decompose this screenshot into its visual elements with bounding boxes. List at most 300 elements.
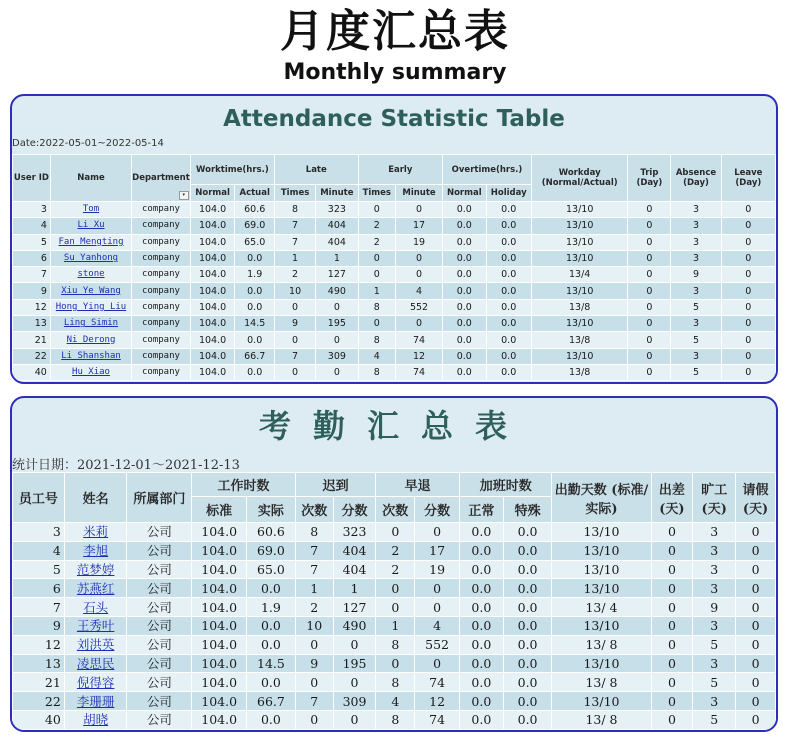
cn-col-name: 姓名 xyxy=(64,473,127,523)
cell-user-id: 12 xyxy=(13,299,51,315)
cell-overtime-holiday: 0.0 xyxy=(503,579,552,598)
cell-early-times: 0 xyxy=(358,250,395,266)
cell-worktime-normal: 104.0 xyxy=(190,299,235,315)
table-row xyxy=(13,332,776,348)
cell-early-times: 8 xyxy=(358,299,395,315)
cell-overtime-normal: 0.0 xyxy=(459,598,503,617)
col-leave: Leave (Day) xyxy=(721,155,775,202)
cell-name xyxy=(64,523,127,542)
cn-col-overtime: 加班时数 xyxy=(459,473,551,497)
cell-worktime-actual: 66.7 xyxy=(235,348,275,364)
cell-user-id: 6 xyxy=(13,250,51,266)
employee-name-link[interactable]: 米莉 xyxy=(83,524,109,540)
cell-worktime-normal: 104.0 xyxy=(192,710,247,729)
cell-department: 公司 xyxy=(127,654,192,673)
cell-worktime-actual: 60.6 xyxy=(247,523,296,542)
cell-leave: 0 xyxy=(721,316,775,332)
cell-department: company xyxy=(132,234,191,250)
cell-leave: 0 xyxy=(721,218,775,234)
cell-overtime-normal: 0.0 xyxy=(459,710,503,729)
cell-early-minute: 0 xyxy=(395,202,442,218)
cell-late-times: 0 xyxy=(275,332,316,348)
cell-early-times: 2 xyxy=(376,541,415,560)
cn-col-user-id: 员工号 xyxy=(13,473,65,523)
table-row xyxy=(13,348,776,364)
cell-worktime-actual: 1.9 xyxy=(247,598,296,617)
cn-col-worktime: 工作时数 xyxy=(192,473,295,497)
employee-name-link[interactable]: Fan Mengting xyxy=(58,236,124,247)
cell-late-minute: 1 xyxy=(333,579,376,598)
cell-trip: 0 xyxy=(628,316,671,332)
cell-worktime-actual: 0.0 xyxy=(247,635,296,654)
cell-late-times: 1 xyxy=(275,250,316,266)
table-row xyxy=(13,692,776,711)
cell-absence: 3 xyxy=(671,348,721,364)
table-row xyxy=(13,635,776,654)
cell-name xyxy=(64,710,127,729)
cell-trip: 0 xyxy=(628,348,671,364)
cell-worktime-normal: 104.0 xyxy=(190,267,235,283)
cell-overtime-holiday: 0.0 xyxy=(486,267,531,283)
cell-worktime-normal: 104.0 xyxy=(192,654,247,673)
cell-user-id: 13 xyxy=(13,654,65,673)
cell-early-minute: 4 xyxy=(395,283,442,299)
employee-name-link[interactable]: 苏燕红 xyxy=(76,580,115,596)
cell-late-times: 10 xyxy=(295,616,333,635)
cell-late-times: 10 xyxy=(275,283,316,299)
cell-overtime-holiday: 0.0 xyxy=(503,541,552,560)
chinese-table-title: 考勤汇总表 xyxy=(258,407,529,445)
cn-col-leave: 请假 (天) xyxy=(736,473,776,523)
english-attendance-panel xyxy=(10,94,778,384)
cell-user-id: 7 xyxy=(13,267,51,283)
cell-worktime-normal: 104.0 xyxy=(192,692,247,711)
cell-trip: 0 xyxy=(651,673,693,692)
cell-worktime-normal: 104.0 xyxy=(190,234,235,250)
cell-name xyxy=(64,579,127,598)
cell-user-id: 21 xyxy=(13,673,65,692)
cell-early-minute: 552 xyxy=(415,635,460,654)
col-department-label: Department xyxy=(132,173,190,183)
cell-workday: 13/10 xyxy=(552,616,651,635)
cell-overtime-holiday: 0.0 xyxy=(486,316,531,332)
cell-name xyxy=(64,616,127,635)
cell-late-minute: 490 xyxy=(316,283,358,299)
cell-overtime-holiday: 0.0 xyxy=(503,560,552,579)
cell-leave: 0 xyxy=(721,299,775,315)
col-department xyxy=(132,155,191,202)
cell-worktime-normal: 104.0 xyxy=(190,218,235,234)
table-row xyxy=(13,283,776,299)
cell-absence: 3 xyxy=(693,579,736,598)
cell-worktime-actual: 65.0 xyxy=(235,234,275,250)
cell-late-minute: 0 xyxy=(333,673,376,692)
cell-leave: 0 xyxy=(736,598,776,617)
cell-worktime-actual: 0.0 xyxy=(235,299,275,315)
cell-user-id: 4 xyxy=(13,541,65,560)
cell-department: 公司 xyxy=(127,579,192,598)
cell-user-id: 7 xyxy=(13,598,65,617)
cell-early-times: 8 xyxy=(358,364,395,380)
table-row xyxy=(13,654,776,673)
english-date-range: Date:2022-05-01~2022-05-14 xyxy=(12,138,164,149)
cell-absence: 3 xyxy=(693,560,736,579)
cell-early-minute: 17 xyxy=(415,541,460,560)
cell-late-times: 7 xyxy=(275,234,316,250)
table-row xyxy=(13,523,776,542)
col-overtime-holiday: Holiday xyxy=(486,185,531,202)
col-worktime-normal: Normal xyxy=(190,185,235,202)
cell-overtime-holiday: 0.0 xyxy=(486,250,531,266)
cell-early-minute: 0 xyxy=(415,523,460,542)
chinese-attendance-table xyxy=(12,472,776,730)
page-subtitle: Monthly summary xyxy=(283,60,507,85)
cell-trip: 0 xyxy=(651,598,693,617)
cn-col-early-minute: 分数 xyxy=(415,497,460,523)
cell-overtime-holiday: 0.0 xyxy=(503,654,552,673)
cell-department: 公司 xyxy=(127,541,192,560)
cn-col-department: 所属部门 xyxy=(127,473,192,523)
cell-late-minute: 0 xyxy=(316,332,358,348)
cell-name xyxy=(50,234,131,250)
cell-department: 公司 xyxy=(127,598,192,617)
cell-trip: 0 xyxy=(651,616,693,635)
cell-early-times: 0 xyxy=(376,523,415,542)
cell-early-times: 2 xyxy=(358,218,395,234)
cell-leave: 0 xyxy=(721,234,775,250)
cn-col-worktime-normal: 标准 xyxy=(192,497,247,523)
cell-trip: 0 xyxy=(628,234,671,250)
table-row xyxy=(13,560,776,579)
cell-overtime-normal: 0.0 xyxy=(459,635,503,654)
cell-worktime-normal: 104.0 xyxy=(192,635,247,654)
cell-overtime-normal: 0.0 xyxy=(459,541,503,560)
cell-early-minute: 0 xyxy=(395,267,442,283)
cell-overtime-normal: 0.0 xyxy=(443,316,486,332)
employee-name-link[interactable]: stone xyxy=(77,269,105,280)
cn-col-overtime-special: 特殊 xyxy=(503,497,552,523)
cell-early-minute: 19 xyxy=(415,560,460,579)
cell-late-times: 0 xyxy=(295,635,333,654)
cell-late-minute: 309 xyxy=(316,348,358,364)
cell-late-times: 8 xyxy=(275,202,316,218)
employee-name-link[interactable]: 胡晓 xyxy=(83,712,109,728)
cell-workday: 13/10 xyxy=(552,523,651,542)
cell-workday: 13/10 xyxy=(552,579,651,598)
cell-worktime-actual: 1.9 xyxy=(235,267,275,283)
cell-name xyxy=(64,654,127,673)
cell-trip: 0 xyxy=(651,560,693,579)
cell-workday: 13/10 xyxy=(552,692,651,711)
col-early-times: Times xyxy=(358,185,395,202)
cn-col-absence: 旷工 (天) xyxy=(693,473,736,523)
cell-early-minute: 19 xyxy=(395,234,442,250)
cell-late-times: 0 xyxy=(295,673,333,692)
cell-worktime-normal: 104.0 xyxy=(190,332,235,348)
cell-absence: 3 xyxy=(671,283,721,299)
cell-late-times: 7 xyxy=(295,692,333,711)
table-row xyxy=(13,218,776,234)
cell-name xyxy=(50,299,131,315)
cell-workday: 13/10 xyxy=(552,560,651,579)
cn-col-early: 早退 xyxy=(376,473,460,497)
cell-user-id: 3 xyxy=(13,202,51,218)
cell-user-id: 12 xyxy=(13,635,65,654)
cell-absence: 3 xyxy=(671,218,721,234)
cell-leave: 0 xyxy=(736,579,776,598)
cell-late-times: 9 xyxy=(275,316,316,332)
cell-late-minute: 404 xyxy=(333,560,376,579)
employee-name-link[interactable]: 刘洪英 xyxy=(76,637,115,653)
cell-workday: 13/8 xyxy=(531,364,628,380)
table-row xyxy=(13,598,776,617)
cell-late-times: 9 xyxy=(295,654,333,673)
cell-department: 公司 xyxy=(127,523,192,542)
cell-worktime-normal: 104.0 xyxy=(190,316,235,332)
cell-early-minute: 74 xyxy=(415,673,460,692)
cell-overtime-normal: 0.0 xyxy=(443,267,486,283)
employee-name-link[interactable]: Ling Simin xyxy=(63,318,119,329)
cell-worktime-normal: 104.0 xyxy=(192,598,247,617)
cell-trip: 0 xyxy=(628,250,671,266)
cell-overtime-normal: 0.0 xyxy=(443,348,486,364)
cell-name xyxy=(50,364,131,380)
cell-trip: 0 xyxy=(651,635,693,654)
cell-absence: 5 xyxy=(671,299,721,315)
filter-dropdown-icon[interactable]: ▾ xyxy=(179,191,189,200)
chinese-date-range: 统计日期：2021-12-01～2021-12-13 xyxy=(12,458,240,473)
cell-overtime-normal: 0.0 xyxy=(459,616,503,635)
cell-late-times: 8 xyxy=(295,523,333,542)
cell-overtime-holiday: 0.0 xyxy=(486,218,531,234)
cell-absence: 3 xyxy=(693,541,736,560)
cell-early-minute: 12 xyxy=(395,348,442,364)
cell-worktime-actual: 66.7 xyxy=(247,692,296,711)
table-row xyxy=(13,250,776,266)
cell-user-id: 40 xyxy=(13,710,65,729)
cell-user-id: 9 xyxy=(13,283,51,299)
cell-workday: 13/ 8 xyxy=(552,635,651,654)
cell-worktime-normal: 104.0 xyxy=(192,560,247,579)
cell-worktime-actual: 0.0 xyxy=(235,332,275,348)
cell-early-times: 2 xyxy=(358,234,395,250)
cell-late-times: 2 xyxy=(275,267,316,283)
cell-department: company xyxy=(132,250,191,266)
cell-leave: 0 xyxy=(721,348,775,364)
employee-name-link[interactable]: Xiu Ye Wang xyxy=(61,285,121,296)
cell-trip: 0 xyxy=(628,283,671,299)
cell-name xyxy=(50,316,131,332)
cell-worktime-actual: 0.0 xyxy=(247,616,296,635)
cell-absence: 9 xyxy=(693,598,736,617)
table-row xyxy=(13,710,776,729)
employee-name-link[interactable]: 凌思民 xyxy=(76,655,115,671)
cell-department: company xyxy=(132,348,191,364)
col-overtime-normal: Normal xyxy=(443,185,486,202)
cell-worktime-actual: 0.0 xyxy=(235,364,275,380)
cell-late-minute: 404 xyxy=(316,218,358,234)
col-name: Name xyxy=(50,155,131,202)
cell-workday: 13/10 xyxy=(531,218,628,234)
cell-leave: 0 xyxy=(736,692,776,711)
cell-absence: 3 xyxy=(671,316,721,332)
cell-overtime-holiday: 0.0 xyxy=(503,692,552,711)
col-early: Early xyxy=(358,155,443,185)
cell-early-minute: 0 xyxy=(415,654,460,673)
page-title: 月度汇总表 xyxy=(280,6,510,57)
col-late-times: Times xyxy=(275,185,316,202)
cell-name xyxy=(50,332,131,348)
cell-overtime-normal: 0.0 xyxy=(459,523,503,542)
cell-department: 公司 xyxy=(127,616,192,635)
cell-workday: 13/10 xyxy=(531,283,628,299)
cell-early-minute: 552 xyxy=(395,299,442,315)
cell-late-minute: 127 xyxy=(316,267,358,283)
cell-trip: 0 xyxy=(628,332,671,348)
cell-department: company xyxy=(132,332,191,348)
cell-worktime-normal: 104.0 xyxy=(190,364,235,380)
cell-workday: 13/10 xyxy=(531,250,628,266)
cell-late-times: 0 xyxy=(295,710,333,729)
cn-col-overtime-normal: 正常 xyxy=(459,497,503,523)
cell-early-times: 0 xyxy=(358,316,395,332)
cell-late-minute: 0 xyxy=(333,710,376,729)
cell-late-times: 7 xyxy=(295,560,333,579)
cell-worktime-actual: 60.6 xyxy=(235,202,275,218)
cell-overtime-normal: 0.0 xyxy=(459,692,503,711)
col-late-minute: Minute xyxy=(316,185,358,202)
cell-user-id: 22 xyxy=(13,692,65,711)
cell-early-minute: 0 xyxy=(415,598,460,617)
cell-leave: 0 xyxy=(721,283,775,299)
cell-overtime-normal: 0.0 xyxy=(443,299,486,315)
cell-name xyxy=(64,541,127,560)
employee-name-link[interactable]: Hong Ying Liu xyxy=(55,301,127,312)
cell-early-minute: 74 xyxy=(395,364,442,380)
cell-leave: 0 xyxy=(736,673,776,692)
employee-name-link[interactable]: 李旭 xyxy=(83,543,109,559)
cell-late-minute: 0 xyxy=(316,364,358,380)
cell-workday: 13/ 8 xyxy=(552,673,651,692)
employee-name-link[interactable]: Su Yanhong xyxy=(63,253,119,264)
cell-overtime-holiday: 0.0 xyxy=(486,234,531,250)
cell-early-times: 0 xyxy=(376,654,415,673)
cell-worktime-actual: 0.0 xyxy=(247,710,296,729)
table-row xyxy=(13,673,776,692)
cell-absence: 5 xyxy=(671,364,721,380)
cell-absence: 3 xyxy=(671,234,721,250)
cell-overtime-normal: 0.0 xyxy=(459,673,503,692)
employee-name-link[interactable]: 李珊珊 xyxy=(76,693,115,709)
cell-early-times: 2 xyxy=(376,560,415,579)
employee-name-link[interactable]: Li Shanshan xyxy=(61,350,121,361)
cell-early-times: 8 xyxy=(376,710,415,729)
cell-name xyxy=(50,267,131,283)
cell-department: company xyxy=(132,283,191,299)
cell-overtime-holiday: 0.0 xyxy=(486,364,531,380)
cell-late-times: 7 xyxy=(275,218,316,234)
cell-overtime-holiday: 0.0 xyxy=(503,616,552,635)
cell-overtime-holiday: 0.0 xyxy=(486,299,531,315)
cell-workday: 13/8 xyxy=(531,299,628,315)
cell-early-times: 8 xyxy=(376,673,415,692)
cell-early-minute: 0 xyxy=(395,250,442,266)
cell-worktime-normal: 104.0 xyxy=(192,541,247,560)
table-row xyxy=(13,202,776,218)
employee-name-link[interactable]: Tom xyxy=(82,204,100,215)
english-attendance-table xyxy=(12,154,776,381)
cell-absence: 5 xyxy=(693,710,736,729)
employee-name-link[interactable]: 王秀叶 xyxy=(76,618,115,634)
col-trip: Trip (Day) xyxy=(628,155,671,202)
cell-department: company xyxy=(132,316,191,332)
employee-name-link[interactable]: 倪得容 xyxy=(76,674,115,690)
cell-early-times: 0 xyxy=(358,202,395,218)
col-worktime: Worktime(hrs.) xyxy=(190,155,274,185)
cell-early-minute: 74 xyxy=(395,332,442,348)
employee-name-link[interactable]: Ni Derong xyxy=(66,334,116,345)
cell-trip: 0 xyxy=(628,364,671,380)
cn-col-trip: 出差 (天) xyxy=(651,473,693,523)
cell-late-minute: 0 xyxy=(333,635,376,654)
cell-early-minute: 12 xyxy=(415,692,460,711)
employee-name-link[interactable]: Hu Xiao xyxy=(72,367,110,378)
cell-early-minute: 74 xyxy=(415,710,460,729)
cell-trip: 0 xyxy=(628,267,671,283)
cell-trip: 0 xyxy=(651,692,693,711)
cell-trip: 0 xyxy=(651,654,693,673)
cell-leave: 0 xyxy=(736,541,776,560)
table-row xyxy=(13,364,776,380)
cell-workday: 13/10 xyxy=(552,541,651,560)
col-user-id: User ID xyxy=(13,155,51,202)
cell-overtime-normal: 0.0 xyxy=(443,283,486,299)
cell-overtime-holiday: 0.0 xyxy=(486,332,531,348)
cell-late-minute: 1 xyxy=(316,250,358,266)
employee-name-link[interactable]: 范梦婷 xyxy=(76,561,115,577)
cell-user-id: 6 xyxy=(13,579,65,598)
employee-name-link[interactable]: Li Xu xyxy=(77,220,105,231)
cell-workday: 13/ 4 xyxy=(552,598,651,617)
cell-overtime-holiday: 0.0 xyxy=(503,635,552,654)
cell-early-times: 4 xyxy=(358,348,395,364)
cell-early-times: 1 xyxy=(358,283,395,299)
cell-worktime-actual: 14.5 xyxy=(235,316,275,332)
cell-leave: 0 xyxy=(736,654,776,673)
table-row xyxy=(13,299,776,315)
employee-name-link[interactable]: 石头 xyxy=(83,599,109,615)
cell-overtime-holiday: 0.0 xyxy=(503,523,552,542)
cell-user-id: 13 xyxy=(13,316,51,332)
table-row xyxy=(13,541,776,560)
table-row xyxy=(13,316,776,332)
cell-workday: 13/8 xyxy=(531,332,628,348)
cell-name xyxy=(64,635,127,654)
cell-worktime-normal: 104.0 xyxy=(190,283,235,299)
cell-worktime-actual: 0.0 xyxy=(235,250,275,266)
table-row xyxy=(13,234,776,250)
cell-leave: 0 xyxy=(721,250,775,266)
cell-trip: 0 xyxy=(628,202,671,218)
cell-leave: 0 xyxy=(721,332,775,348)
cell-late-minute: 404 xyxy=(316,234,358,250)
cn-col-workday: 出勤天数 (标准/实际) xyxy=(552,473,651,523)
cell-late-minute: 0 xyxy=(316,299,358,315)
cell-worktime-actual: 69.0 xyxy=(247,541,296,560)
cell-worktime-actual: 65.0 xyxy=(247,560,296,579)
cell-late-minute: 127 xyxy=(333,598,376,617)
cell-trip: 0 xyxy=(628,299,671,315)
